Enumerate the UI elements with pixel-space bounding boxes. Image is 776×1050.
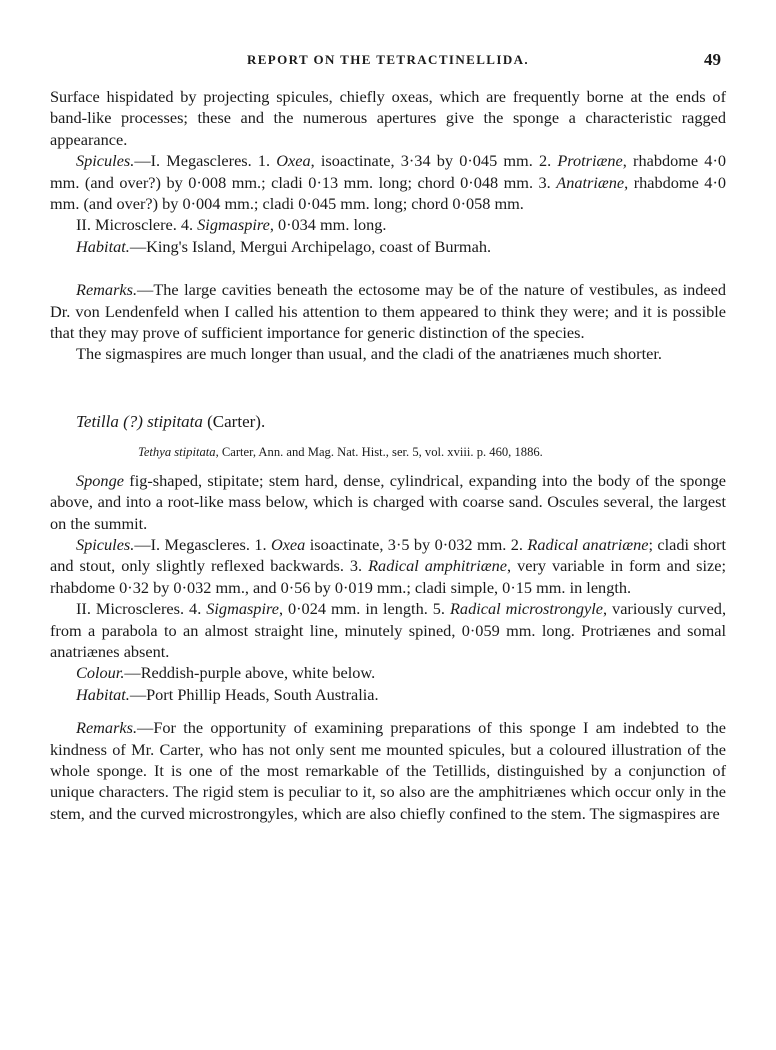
oxea-name: Oxea [276,151,311,171]
species-name: Tetilla (?) stipitata [76,411,203,431]
remarks-text-2: —For the opportunity of examining preparations of this sponge I am indebted to the kindness of Mr. Carter, who has not only sent me mounted spicules, but a coloured illustration of the whole sponge. It is one of the most remarkable of the Tetillids, distinguished by a conjunction of unique characters. The rigid stem is peculiar to it, so also are the amphitriænes which occur only in the stem, and the curved microstrongyles, which are also chiefly confined to the stem. The sigmaspires are [50,718,726,823]
remarks-paragraph-2 [50,717,726,824]
spicules-label-2: Spicules. [76,534,135,554]
spicules-text-1: —I. Megascleres. 1. [134,151,277,171]
micro2-text-3: , variously curved, from a parabola to an almost straight line, minutely spined, 0·059 mm. long. Protriænes and somal anatriænes absent. [50,599,727,661]
spicules-text-3: , rhabdome 4·0 mm. (and over?) by 0·008 mm.; cladi 0·13 mm. long; chord 0·048 mm. 3. [50,151,727,192]
spicules-label: Spicules. [76,151,135,171]
protriaene-name: Protriæne [557,151,623,171]
running-title: REPORT ON THE TETRACTINELLIDA. [246,52,530,67]
sigmaspire-name: Sigmaspire [197,215,270,235]
sponge-label: Sponge [76,470,124,490]
species-heading [76,411,726,432]
sigmaspire-name-2: Sigmaspire [206,599,279,619]
anatriaene-name: Anatriæne [556,172,625,192]
spicules2-text-4: , very variable in form and size; rhabdome 0·32 by 0·032 mm., and 0·56 by 0·019 mm.; cladi simple, 0·15 mm. in length. [50,556,726,597]
synonym-reference [138,442,726,463]
radical-amphitriaene-name: Radical amphitriæne [368,556,508,576]
habitat-paragraph-2 [50,684,726,705]
spacer [50,257,726,279]
micro-text-2: , 0·034 mm. long. [269,215,387,235]
habitat-text: —King's Island, Mergui Archipelago, coast of Burmah. [129,236,492,256]
remarks-label-2: Remarks. [76,718,138,738]
colour-paragraph [50,662,726,683]
spicules2-text-3: ; cladi short and stout, only slightly reflexed backwards. 3. [50,534,726,576]
surface-paragraph: Surface hispidated by projecting spicules, chiefly oxeas, which are frequently borne at the ends of band-like processes; these and the numerous apertures give the sponge a characteristic ragged appearance. [50,87,726,149]
colour-text: —Reddish-purple above, white below. [124,663,376,683]
habitat-label-2: Habitat. [76,684,130,704]
spicules-text-4: , rhabdome 4·0 mm. (and over?) by 0·004 mm.; cladi 0·045 mm. long; chord 0·058 mm. [50,172,727,214]
micro2-text-2: , 0·024 mm. in length. 5. [278,599,450,619]
page-number: 49 [704,50,721,69]
microsclere-paragraph [50,214,726,235]
habitat-paragraph [50,236,726,257]
colour-label: Colour. [76,663,125,683]
remarks-text: —The large cavities beneath the ectosome may be of the nature of vestibules, as indeed Dr. von Lendenfeld when I called his attention to them appeared to think they were; and it is possible that they may prove of sufficient importance for generic distinction of the species. [50,280,726,343]
micro2-text-1: II. Microscleres. 4. [76,599,207,619]
spicules-paragraph-2 [50,534,726,598]
body-text [50,86,726,824]
microstrongyle-name: Radical microstrongyle [449,599,603,619]
spicules-text-2: , isoactinate, 3·34 by 0·045 mm. 2. [310,151,558,171]
spicules-paragraph [50,150,726,214]
sponge-text: fig-shaped, stipitate; stem hard, dense, cylindrical, expanding into the body of the sponge above, and into a root-like mass below, which is charged with coarse sand. Oscules several, the largest on the summit. [50,470,726,533]
sponge-paragraph [50,470,726,534]
micro-text-1: II. Microsclere. 4. [76,215,198,235]
page-header [0,50,776,70]
spicules2-text-1: —I. Megascleres. 1. [134,534,271,554]
habitat-label: Habitat. [76,236,130,256]
species-author: (Carter). [207,411,266,431]
sigmaspires-paragraph: The sigmaspires are much longer than usual, and the cladi of the anatriænes much shorter. [76,344,662,364]
remarks-paragraph [50,279,726,343]
habitat-text-2: —Port Phillip Heads, South Australia. [129,684,379,704]
radical-anatriaene-name: Radical anatriæne [527,534,649,554]
spicules2-text-2: isoactinate, 3·5 by 0·032 mm. 2. [305,534,528,554]
oxea-name-2: Oxea [270,534,306,554]
synonym-name: Tethya stipitata [138,445,216,460]
synonym-citation: , Carter, Ann. and Mag. Nat. Hist., ser. 5, vol. xviii. p. 460, 1886. [215,445,543,460]
remarks-label: Remarks. [76,280,138,300]
microscleres-paragraph [50,598,726,662]
spacer [50,365,726,411]
spacer [50,705,726,717]
